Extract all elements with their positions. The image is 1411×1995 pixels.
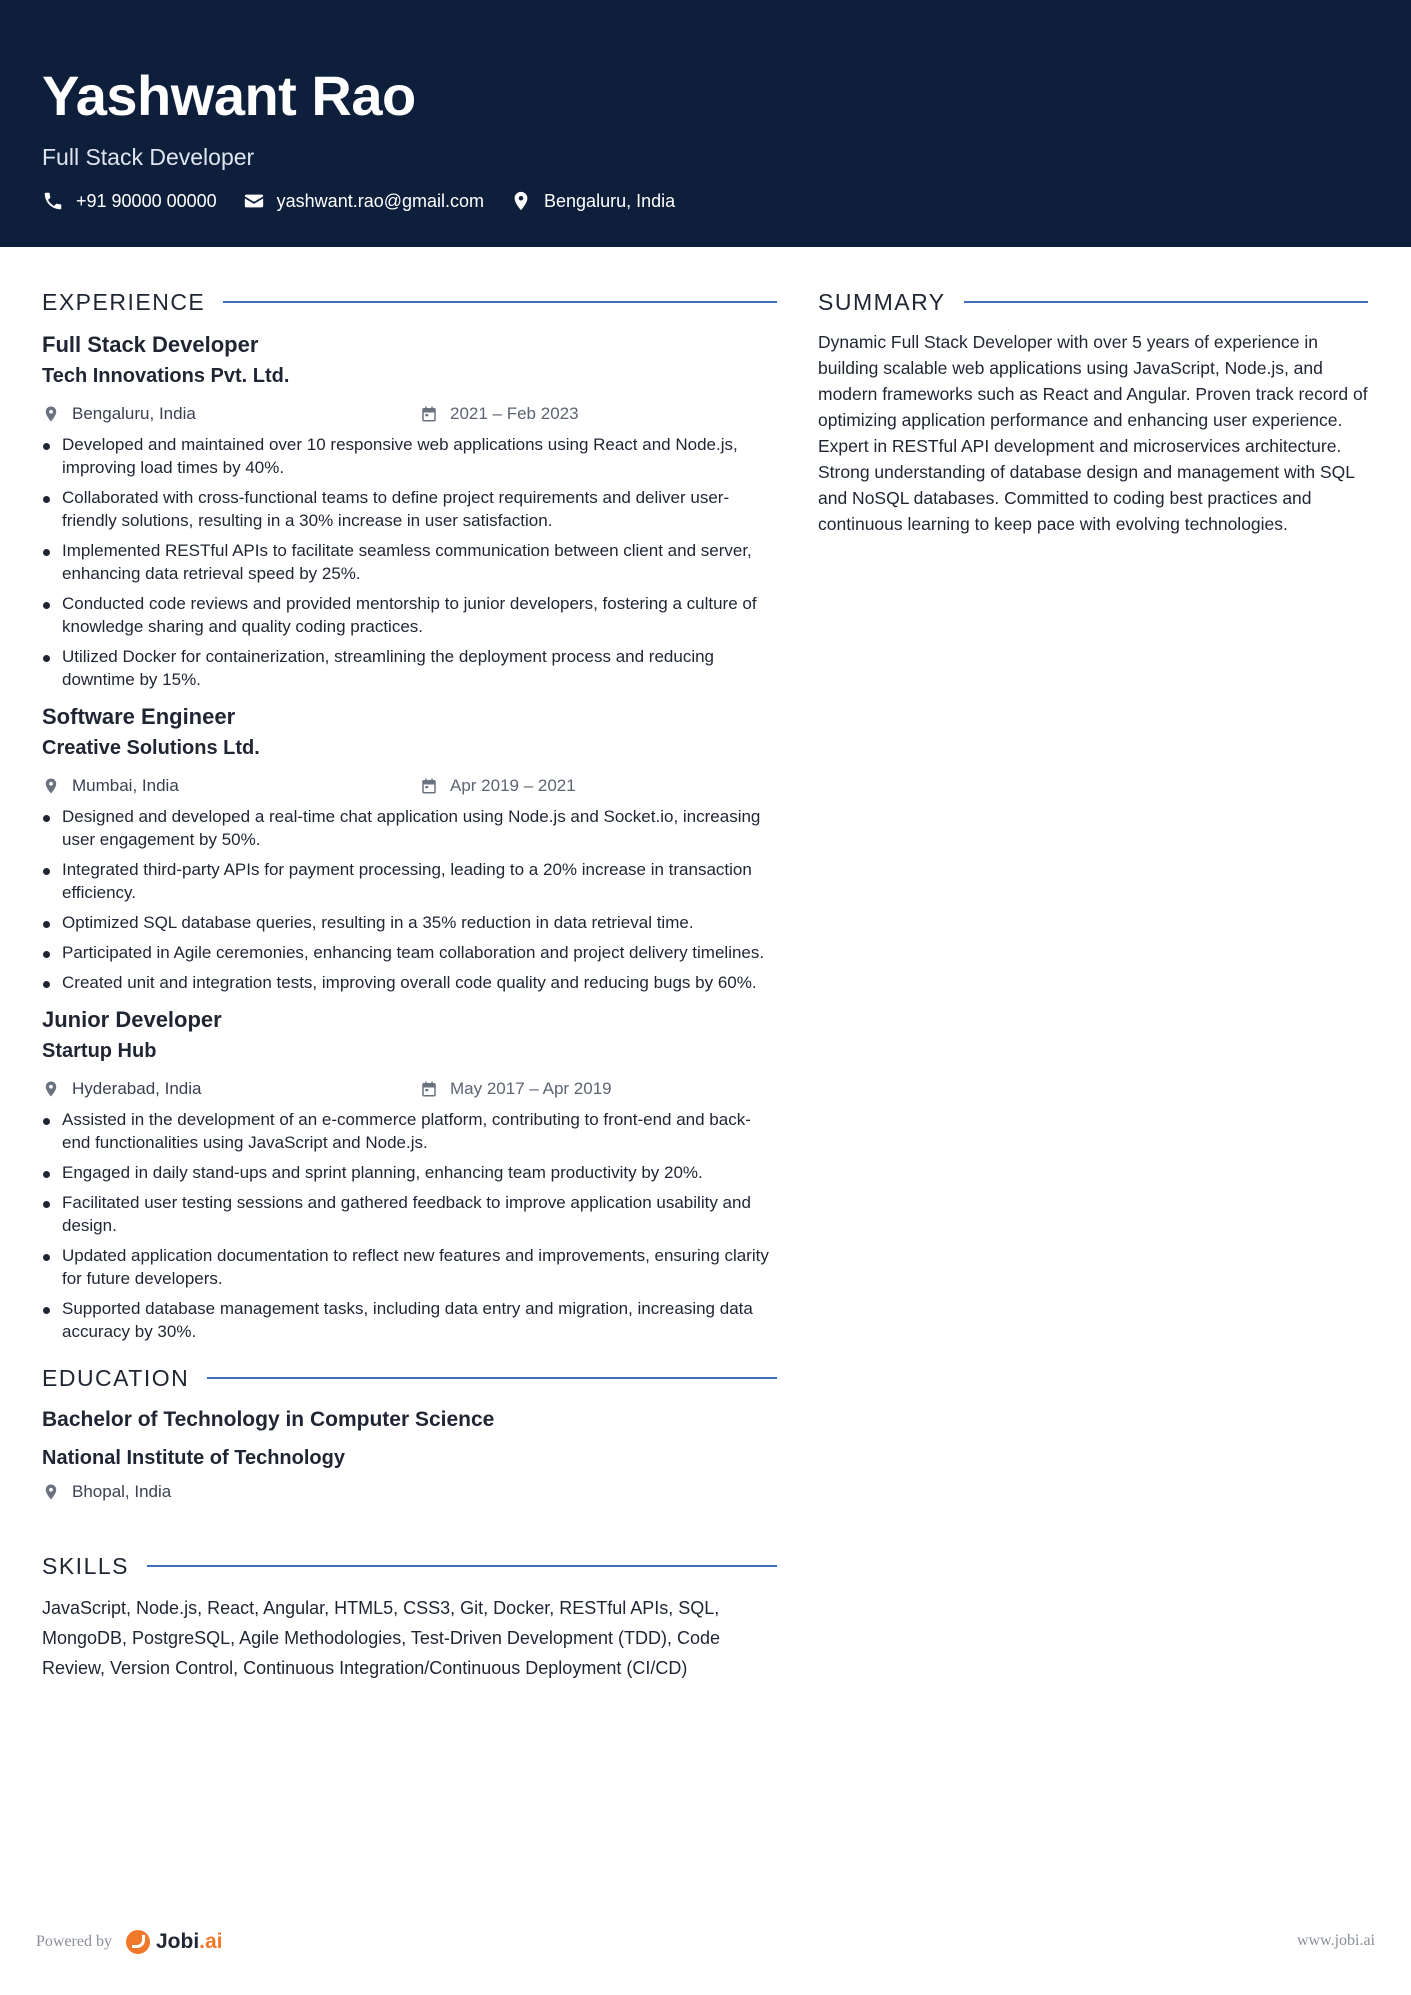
email-text[interactable]: yashwant.rao@gmail.com	[276, 190, 485, 211]
job-location-text: Mumbai, India	[72, 776, 179, 795]
job-bullet: Utilized Docker for containerization, streamlining the deployment process and reducing downtime by 15%.	[42, 645, 777, 691]
calendar-icon	[420, 777, 438, 795]
job-title: Software Engineer	[42, 704, 236, 729]
experience-item	[42, 329, 777, 691]
job-location	[42, 776, 420, 796]
contact-email[interactable]	[243, 190, 484, 212]
jobi-logo-icon	[126, 1930, 150, 1954]
job-dates	[420, 404, 579, 424]
location-text: Bengaluru, India	[544, 190, 676, 211]
section-divider	[223, 301, 777, 303]
education-meta	[42, 1477, 777, 1507]
job-meta	[42, 1074, 777, 1104]
job-bullets	[42, 805, 777, 994]
job-dates-text: May 2017 – Apr 2019	[450, 1079, 612, 1098]
right-column	[818, 285, 1368, 537]
location-pin-icon	[510, 190, 532, 212]
job-dates	[420, 1079, 612, 1099]
skills-heading: SKILLS	[42, 1552, 129, 1579]
job-bullet: Designed and developed a real-time chat application using Node.js and Socket.io, increasing user engagement by 50%.	[42, 805, 777, 851]
job-bullet: Created unit and integration tests, improving overall code quality and reducing bugs by 60%.	[42, 971, 777, 994]
contact-bar	[42, 190, 701, 212]
resume-header	[0, 0, 1411, 247]
job-location	[42, 1079, 420, 1099]
job-dates	[420, 776, 576, 796]
experience-section-header	[42, 285, 777, 319]
job-bullet: Integrated third-party APIs for payment processing, leading to a 20% increase in transaction efficiency.	[42, 858, 777, 904]
summary-heading: SUMMARY	[818, 288, 946, 315]
job-bullet: Implemented RESTful APIs to facilitate seamless communication between client and server, enhancing data retrieval speed by 25%.	[42, 539, 777, 585]
job-bullet: Conducted code reviews and provided mentorship to junior developers, fostering a culture of knowledge sharing and quality coding practices.	[42, 592, 777, 638]
phone-text: +91 90000 00000	[76, 190, 217, 211]
job-company: Creative Solutions Ltd.	[42, 737, 260, 759]
job-dates-text: 2021 – Feb 2023	[450, 404, 579, 423]
experience-item	[42, 1004, 777, 1343]
summary-section-header	[818, 285, 1368, 319]
education-heading: EDUCATION	[42, 1364, 190, 1391]
calendar-icon	[420, 405, 438, 423]
job-bullets	[42, 433, 777, 691]
job-bullet: Engaged in daily stand-ups and sprint planning, enhancing team productivity by 20%.	[42, 1161, 777, 1184]
candidate-title: Full Stack Developer	[42, 144, 255, 170]
summary-text: Dynamic Full Stack Developer with over 5 years of experience in building scalable web applications using JavaScript, Node.js, and modern frameworks such as React and Angular. Proven track record of optimizing application performance and enhancing user experience. Expert in RESTful API development and microservices architecture. Strong understanding of database design and management with SQL and NoSQL databases. Committed to coding best practices and continuous learning to keep pace with evolving technologies.	[818, 332, 1368, 534]
job-bullet: Collaborated with cross-functional teams to define project requirements and deliver user-friendly solutions, resulting in a 30% increase in user satisfaction.	[42, 486, 777, 532]
location-pin-icon	[42, 1483, 60, 1501]
job-bullet: Optimized SQL database queries, resulting in a 35% reduction in data retrieval time.	[42, 911, 777, 934]
section-divider	[147, 1565, 777, 1567]
section-divider	[964, 301, 1368, 303]
job-dates-text: Apr 2019 – 2021	[450, 776, 576, 795]
job-meta	[42, 399, 777, 429]
contact-phone	[42, 190, 217, 212]
education-school: National Institute of Technology	[42, 1447, 345, 1469]
job-company: Tech Innovations Pvt. Ltd.	[42, 365, 290, 387]
skills-section-header	[42, 1549, 777, 1583]
education-location-text: Bhopal, India	[72, 1482, 172, 1501]
job-location-text: Hyderabad, India	[72, 1079, 202, 1098]
job-bullet: Facilitated user testing sessions and gathered feedback to improve application usability and design.	[42, 1191, 777, 1237]
experience-item	[42, 701, 777, 994]
phone-icon	[42, 190, 64, 212]
job-location	[42, 404, 420, 424]
job-bullet: Updated application documentation to reflect new features and improvements, ensuring clarity for future developers.	[42, 1244, 777, 1290]
logo-suffix-text: .ai	[199, 1930, 223, 1953]
job-title: Junior Developer	[42, 1007, 222, 1032]
footer-url[interactable]: www.jobi.ai	[1296, 1932, 1375, 1949]
experience-heading: EXPERIENCE	[42, 288, 206, 315]
candidate-name: Yashwant Rao	[42, 64, 416, 127]
job-bullet: Participated in Agile ceremonies, enhancing team collaboration and project delivery timelines.	[42, 941, 777, 964]
job-bullets	[42, 1108, 777, 1343]
job-bullet: Supported database management tasks, including data entry and migration, increasing data accuracy by 30%.	[42, 1297, 777, 1343]
contact-location	[510, 190, 675, 212]
left-column	[42, 285, 777, 1683]
location-pin-icon	[42, 777, 60, 795]
section-divider	[207, 1377, 777, 1379]
job-title: Full Stack Developer	[42, 332, 259, 357]
powered-by-text: Powered by	[36, 1933, 112, 1950]
job-bullet: Assisted in the development of an e-commerce platform, contributing to front-end and back-end functionalities using JavaScript and Node.js.	[42, 1108, 777, 1154]
education-degree: Bachelor of Technology in Computer Science	[42, 1408, 495, 1431]
mail-icon	[243, 190, 265, 212]
calendar-icon	[420, 1080, 438, 1098]
location-pin-icon	[42, 1080, 60, 1098]
job-company: Startup Hub	[42, 1040, 157, 1062]
job-meta	[42, 771, 777, 801]
footer-powered-by	[36, 1930, 223, 1954]
logo-main-text: Jobi	[155, 1930, 200, 1953]
job-location-text: Bengaluru, India	[72, 404, 196, 423]
education-location	[42, 1482, 420, 1502]
education-section-header	[42, 1361, 777, 1395]
job-bullet: Developed and maintained over 10 responsive web applications using React and Node.js, improving load times by 40%.	[42, 433, 777, 479]
location-pin-icon	[42, 405, 60, 423]
jobi-logo[interactable]	[126, 1930, 223, 1954]
skills-list: JavaScript, Node.js, React, Angular, HTML5, CSS3, Git, Docker, RESTful APIs, SQL, MongoDB, PostgreSQL, Agile Methodologies, Test-Driven Development (TDD), Code Review, Version Control, Continuous Integration/Continuous Deployment (CI/CD)	[42, 1598, 720, 1678]
